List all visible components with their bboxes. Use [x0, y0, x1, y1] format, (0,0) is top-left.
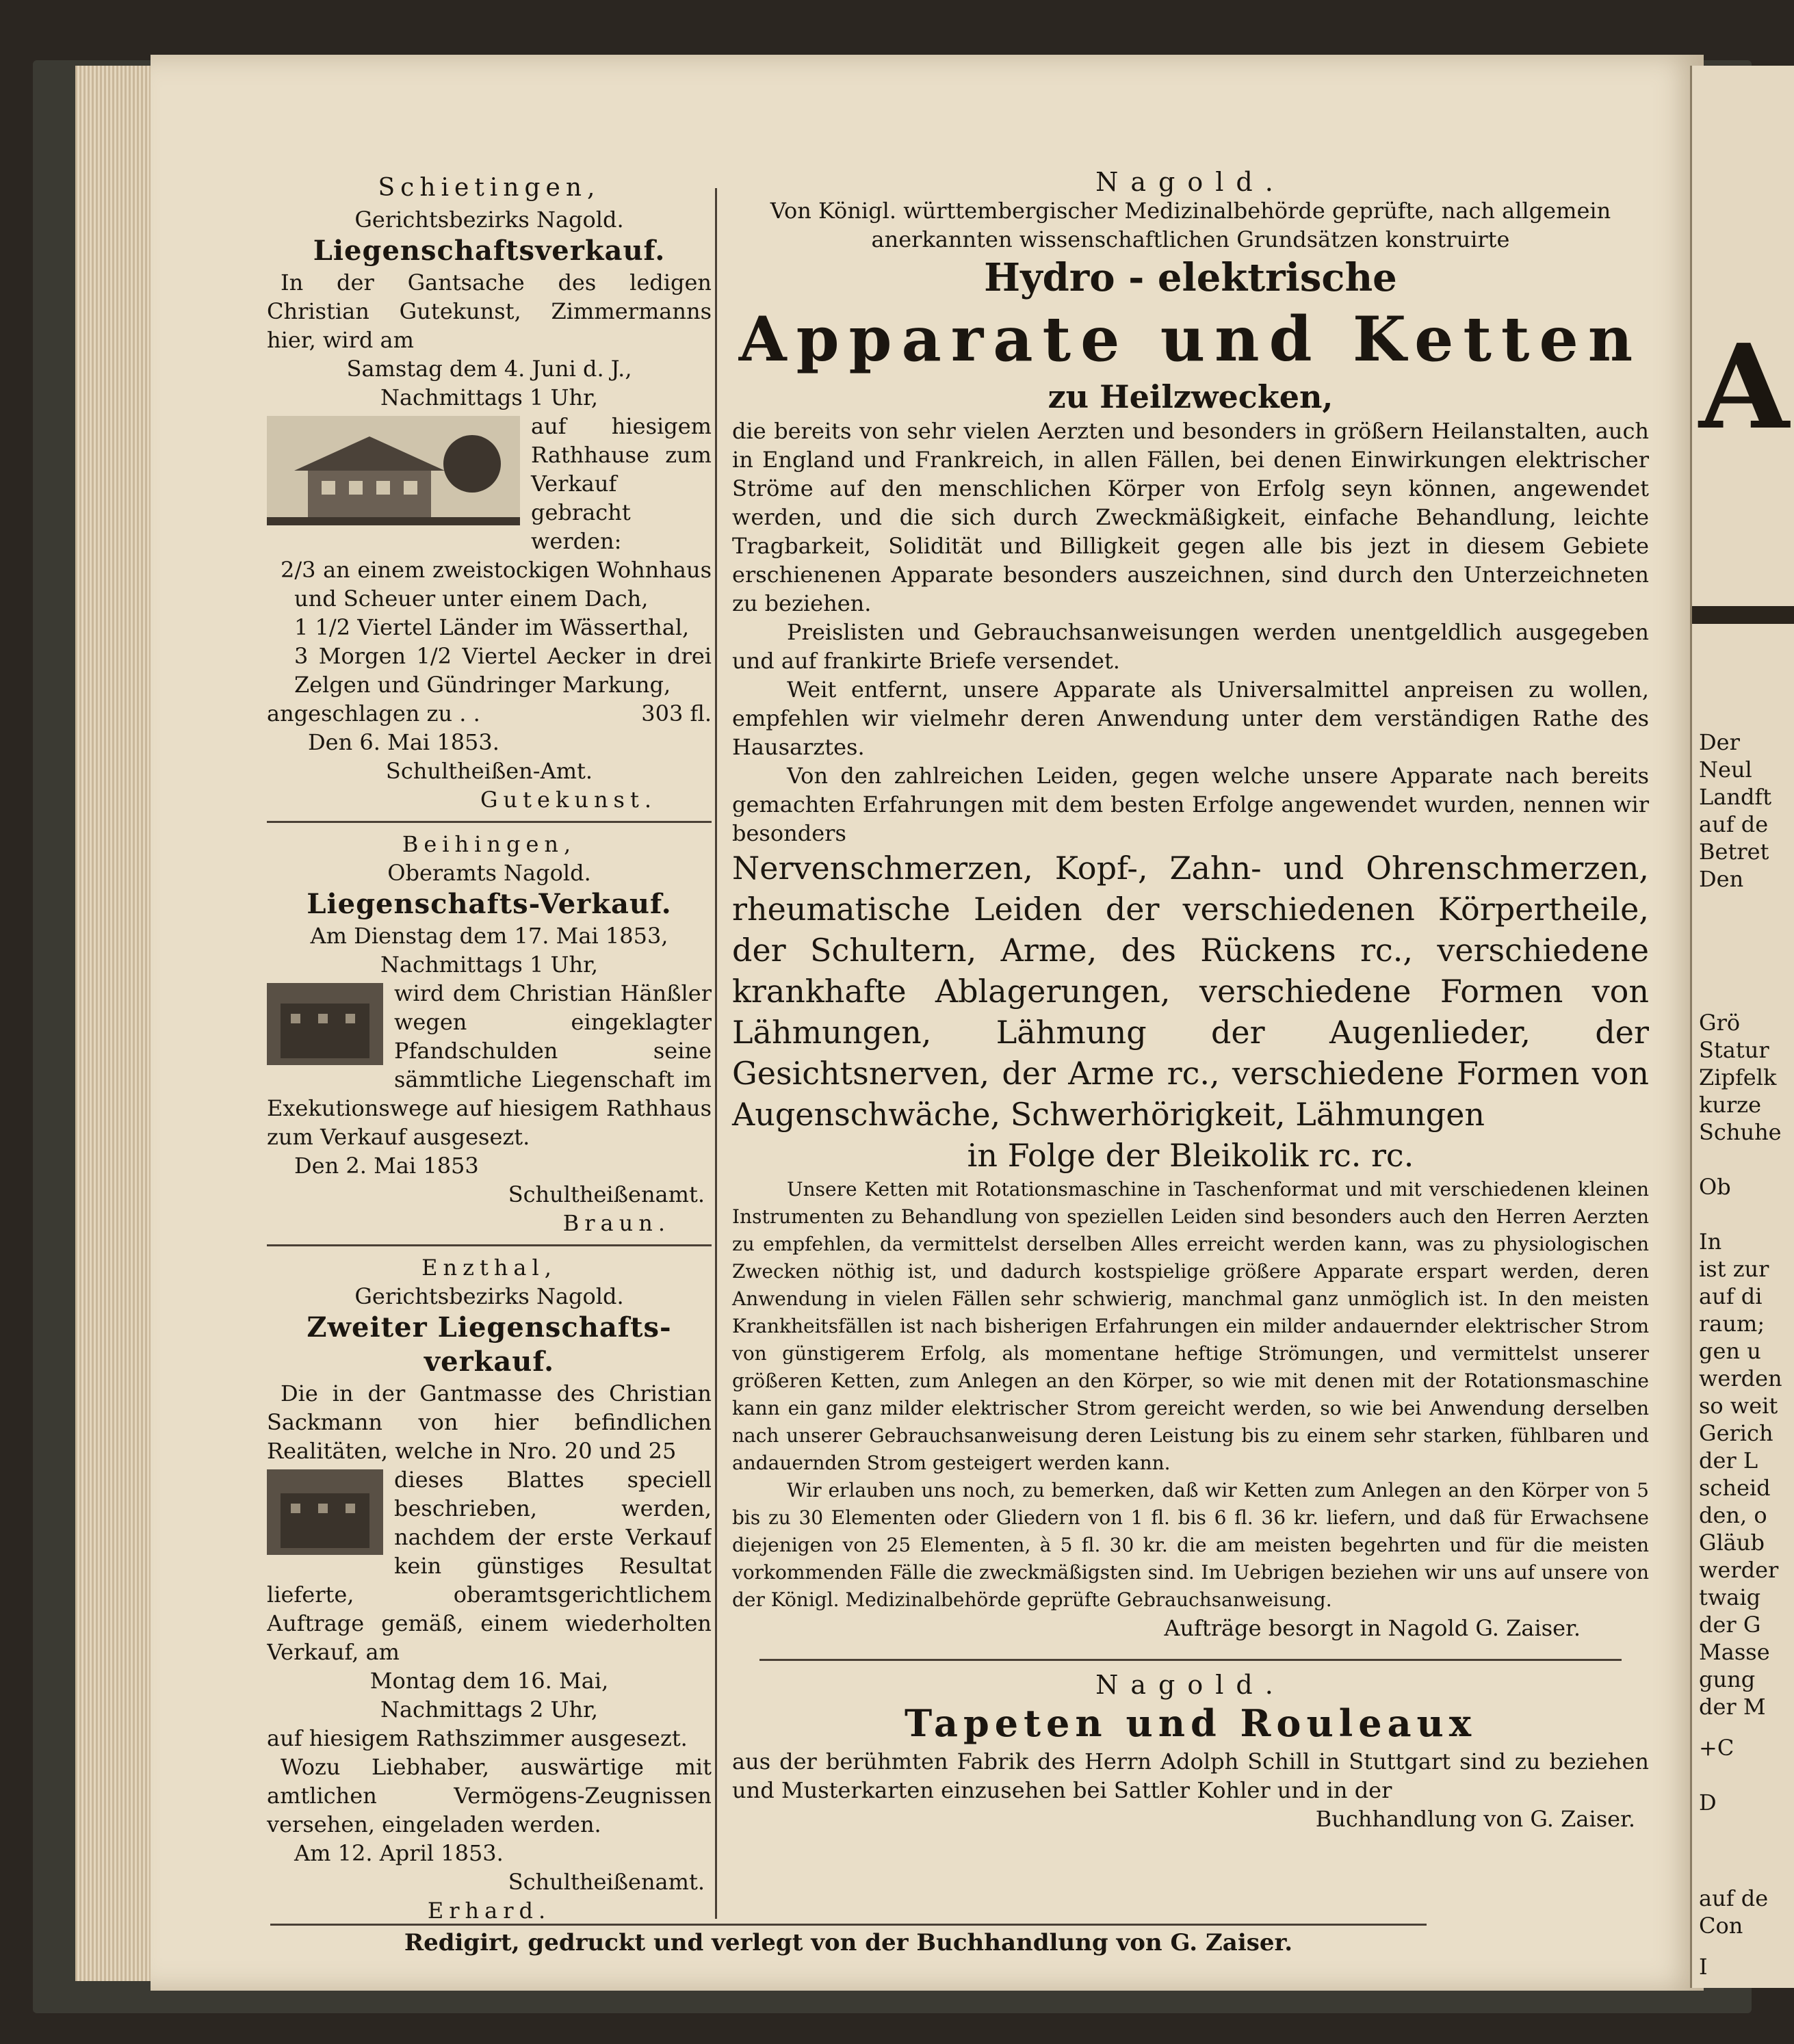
next-page-line: ist zur — [1699, 1256, 1769, 1282]
next-page-line: raum; — [1699, 1311, 1765, 1337]
ad-paragraph: Von den zahlreichen Leiden, gegen welche unsere Apparate nach bereits gemachten Erfahrungen mit dem besten Erfolge angewendet wurden, nennen wir besonders — [732, 763, 1649, 846]
notice-signer: Braun. — [562, 1210, 671, 1236]
next-page-line: Statur — [1699, 1037, 1769, 1063]
notice-sale-text: auf hiesigem Rathhause zum Verkauf gebracht werden: — [531, 413, 712, 554]
ad-title-c: zu Heilzwecken, — [1048, 378, 1334, 415]
notice-dated: Am 12. April 1853. — [294, 1840, 504, 1866]
notice-item: 2/3 an einem zweistockigen Wohnhaus und Scheuer unter einem Dach, — [281, 557, 712, 612]
ad-paragraph: Wir erlauben uns noch, zu bemerken, daß wir Ketten zum Anlegen an den Körper von 5 bis zu 30 Elementen oder Gliedern von 1 fl. bis 6 fl. 36 kr. liefern, und daß für Erwachsene diejenigen von 25 Elementen, à 5 fl. 30 kr. die am meisten begehrten und für die meisten vorkommenden Fälle die zweckmäßigsten sind. Im Uebrigen beziehen wir uns auf unsere von der Königl. Medizinalbehörde geprüfte Gebrauchsanweisung. — [732, 1479, 1649, 1611]
next-page-line: gen u — [1699, 1338, 1761, 1364]
notice-office: Schultheißenamt. — [508, 1869, 705, 1895]
notice-place: Schietingen, — [378, 174, 601, 202]
next-page-line: Betret — [1699, 839, 1769, 865]
next-page-line: der G — [1699, 1612, 1761, 1638]
next-page-line: werden — [1699, 1365, 1782, 1391]
notice-place: Beihingen, — [402, 831, 577, 857]
ad-ailments-end: in Folge der Bleikolik rc. rc. — [967, 1137, 1414, 1174]
notice-item: 3 Morgen 1/2 Viertel Aecker in drei Zelgen und Gündringer Markung, — [294, 643, 712, 698]
ad-paragraph: Preislisten und Gebrauchsanweisungen werden unentgeldlich ausgegeben und auf frankirte Briefe versendet. — [732, 619, 1649, 674]
column-rule — [715, 188, 717, 1919]
notice-signer: Erhard. — [427, 1898, 551, 1924]
ad-signature: Buchhandlung von G. Zaiser. — [1315, 1806, 1635, 1832]
ad-paragraph: Unsere Ketten mit Rotationsmaschine in Taschenformat und mit verschiedenen kleinen Instrumenten zu Behandlung von speziellen Leiden sind besonders auch den Herren Aerzten zu empfehlen, da vermittelst derselben Alles erreicht werden kann, was zu physiologischen Zwecken nöthig ist, und dadurch kostspielige größere Apparate erspart werden, deren Anwendung in vielen Fällen sehr schwierig, manchmal ganz unmöglich ist. In den meisten Krankheitsfällen ist nach bisherigen Erfahrungen ein milder andauernder elektrischer Strom von günstigerem Erfolg, als momentane heftige Strömungen, und vermittelst unserer größeren Ketten, zum Anlegen an den Körper, so wie mit denen mit der Rotationsmaschine kann ein ganz milder elektrischer Strom gereicht werden, so wie bei Anwendung derselben nach unserer Gebrauchsanweisung deren Leistung bis zu einem sehr starken, fühlbaren und andauernden Strom gesteigert werden kann. — [732, 1178, 1649, 1474]
next-page-line: +C — [1699, 1735, 1734, 1761]
notice-office: Schultheißen-Amt. — [385, 758, 593, 784]
notice-place: Enzthal, — [421, 1255, 557, 1281]
right-column — [732, 168, 1649, 1833]
ad-title-b: Apparate und Ketten — [738, 303, 1643, 376]
notice-office: Schultheißenamt. — [508, 1181, 705, 1207]
imprint-footer: Redigirt, gedruckt und verlegt von der Buchhandlung von G. Zaiser. — [404, 1929, 1293, 1956]
divider — [267, 1244, 712, 1246]
notice-date: Montag dem 16. Mai, — [369, 1668, 609, 1694]
next-page-line: Der — [1699, 729, 1740, 755]
notice-enzthal — [267, 1253, 712, 1925]
notice-schietingen — [267, 171, 712, 814]
next-page-line: Neul — [1699, 757, 1752, 783]
ad-title: Tapeten und Rouleaux — [904, 1701, 1477, 1745]
price-label: angeschlagen zu . . — [267, 700, 480, 726]
town-hall-vignette — [267, 983, 383, 1065]
notice-title: Liegenschafts-Verkauf. — [307, 888, 672, 920]
notice-dated: Den 2. Mai 1853 — [294, 1153, 479, 1179]
price-value: 303 fl. — [641, 700, 712, 726]
next-page-line: Grö — [1699, 1010, 1741, 1036]
next-page-line: auf de — [1699, 811, 1769, 837]
notice-district: Oberamts Nagold. — [387, 860, 591, 886]
next-page-line: twaig — [1699, 1584, 1761, 1610]
next-page-line: der M — [1699, 1694, 1766, 1720]
notice-time: Nachmittags 1 Uhr, — [380, 384, 599, 410]
notice-title: Zweiter Liegenschafts-verkauf. — [307, 1311, 672, 1378]
ad-body: aus der berühmten Fabrik des Herrn Adolph Schill in Stuttgart sind zu beziehen und Musterkarten einzusehen bei Sattler Kohler und in der — [732, 1748, 1649, 1803]
next-page-line: In — [1699, 1229, 1722, 1255]
ad-place: Nagold. — [1095, 167, 1286, 197]
next-page-fragment — [1690, 66, 1794, 1988]
notice-title: Liegenschaftsverkauf. — [313, 235, 666, 267]
notice-district: Gerichtsbezirks Nagold. — [354, 1283, 624, 1309]
next-page-line: Gerich — [1699, 1420, 1773, 1446]
ad-signature: Aufträge besorgt in Nagold G. Zaiser. — [1164, 1615, 1581, 1641]
ad-hydro-electric — [732, 168, 1649, 1642]
next-page-line: Den — [1699, 866, 1744, 892]
notice-invite: Wozu Liebhaber, auswärtige mit amtlichen Vermögens-Zeugnissen versehen, eingeladen werden. — [267, 1754, 712, 1837]
notice-vignette-block — [267, 979, 712, 1151]
notice-body: dieses Blattes speciell beschrieben, werden, nachdem der erste Verkauf kein günstiges Resultat lieferte, oberamtsgerichtlichem Auftrage gemäß, einem wiederholten Verkauf, am — [267, 1467, 712, 1665]
next-page-line: Zipfelk — [1699, 1064, 1777, 1090]
notice-vignette-block — [267, 412, 712, 555]
town-hall-vignette — [267, 416, 520, 525]
next-page-line: Masse — [1699, 1639, 1770, 1665]
notice-time: Nachmittags 1 Uhr, — [380, 952, 599, 978]
notice-lead: In der Gantsache des ledigen Christian Gutekunst, Zimmermanns hier, wird am — [267, 270, 712, 353]
notice-signer: Gutekunst. — [480, 787, 657, 813]
next-page-line: gung — [1699, 1666, 1756, 1692]
ad-ailments: Nervenschmerzen, Kopf-, Zahn- und Ohrenschmerzen, rheumatische Leiden der verschiedenen Körpertheile, der Schultern, Arme, des Rückens rc., verschiedene krankhafte Ablagerungen, verschiedene Formen von Lähmungen, Lähmung der Augenlieder, der Gesichtsnerven, der Arme rc., verschiedene Formen von Augenschwäche, Schwerhörigkeit, Lähmungen — [732, 850, 1649, 1133]
notice-date: Samstag dem 4. Juni d. J., — [346, 356, 632, 382]
town-hall-vignette — [267, 1469, 383, 1555]
notice-lead: Die in der Gantmasse des Christian Sackmann von hier befindlichen Realitäten, welche in Nro. 20 und 25 — [267, 1380, 712, 1464]
next-page-line: den, o — [1699, 1502, 1767, 1528]
ad-intro: Von Königl. württembergischer Medizinalbehörde geprüfte, nach allgemein anerkannten wissenschaftlichen Grundsätzen konstruirte — [770, 198, 1611, 252]
notice-dated: Den 6. Mai 1853. — [308, 729, 499, 755]
next-page-line: Ob — [1699, 1174, 1731, 1200]
next-page-line: I — [1699, 1954, 1708, 1980]
divider — [759, 1659, 1622, 1661]
next-page-line: Con — [1699, 1913, 1743, 1939]
next-page-line: der L — [1699, 1447, 1758, 1473]
next-page-big-letter: A — [1699, 319, 1789, 456]
next-page-line: Schuhe — [1699, 1119, 1782, 1145]
left-column — [267, 171, 712, 1925]
footer-rule — [270, 1924, 1427, 1926]
notice-body: wird dem Christian Hänßler wegen eingeklagter Pfandschulden seine sämmtliche Liegenschaft im Exekutionswege auf hiesigem Rathhaus zum Verkauf ausgesezt. — [267, 980, 712, 1150]
ad-wallpaper — [732, 1670, 1649, 1833]
next-page-line: auf de — [1699, 1885, 1769, 1911]
notice-time: Nachmittags 2 Uhr, — [380, 1696, 599, 1722]
notice-district: Gerichtsbezirks Nagold. — [354, 207, 624, 233]
notice-vignette-block — [267, 1465, 712, 1666]
divider — [267, 821, 712, 823]
next-page-line: so weit — [1699, 1393, 1778, 1419]
next-page-line: werder — [1699, 1557, 1779, 1583]
next-page-line: auf di — [1699, 1283, 1763, 1309]
ad-paragraph: Weit entfernt, unsere Apparate als Universalmittel anpreisen zu wollen, empfehlen wir vielmehr deren Anwendung unter dem verständigen Rathe des Hausarztes. — [732, 677, 1649, 760]
notice-price-line — [267, 699, 712, 728]
next-page-line: kurze — [1699, 1092, 1762, 1118]
notice-item: 1 1/2 Viertel Länder im Wässerthal, — [294, 614, 690, 640]
next-page-line: scheid — [1699, 1475, 1771, 1501]
ad-place: Nagold. — [1095, 1670, 1286, 1700]
next-page-rule — [1692, 606, 1794, 624]
next-page-line: Landft — [1699, 784, 1772, 810]
notice-place-line: auf hiesigem Rathszimmer ausgesezt. — [267, 1725, 688, 1751]
ad-paragraph: die bereits von sehr vielen Aerzten und besonders in größern Heilanstalten, auch in England und Frankreich, in allen Fällen, bei denen Einwirkungen elektrischer Ströme auf den menschlichen Körper von Erfolg seyn können, angewendet werden, und die sich durch Zweckmäßigkeit, einfache Behandlung, leichte Tragbarkeit, Solidität und Billigkeit gegen alle bis jezt in diesem Gebiete erschienenen Apparate besonders auszeichnen, sind durch den Unterzeichneten zu beziehen. — [732, 418, 1649, 616]
ad-title-a: Hydro - elektrische — [984, 255, 1397, 300]
next-page-line: D — [1699, 1790, 1717, 1816]
next-page-line: Gläub — [1699, 1530, 1765, 1556]
notice-beihingen — [267, 830, 712, 1237]
notice-date: Am Dienstag dem 17. Mai 1853, — [310, 923, 668, 949]
